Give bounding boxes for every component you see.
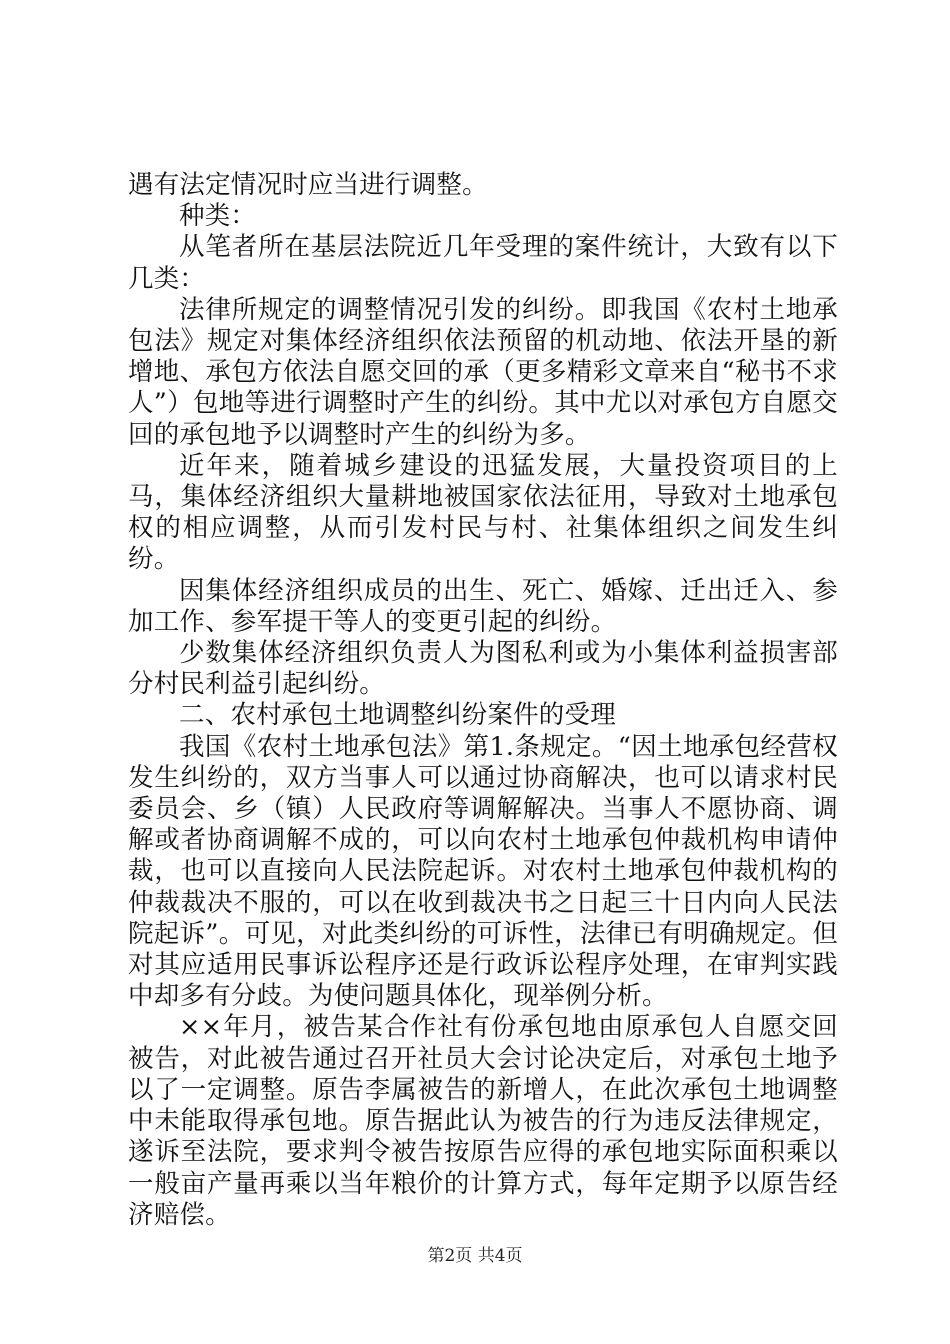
paragraph-9: 我国《农村土地承包法》第1.条规定。“因土地承包经营权发生纠纷的，双方当事人可以通过协商解决，也可以请求村民委员会、乡（镇）人民政府等调解解决。当事人不愿协商、调解或者协商调解不成的，可以向农村土地承包仲裁机构申请仲裁，也可以直接向人民法院起诉。对农村土地承包仲裁机构的仲裁裁决不服的，可以在收到裁决书之日起三十日内向人民法院起诉”。可见，对此类纠纷的可诉性，法律已有明确规定。但对其应适用民事诉讼程序还是行政诉讼程序处理，在审判实践中却多有分歧。为使问题具体化，现举例分析。 (128, 731, 838, 1012)
page-footer (0, 1246, 950, 1266)
paragraph-1: 遇有法定情况时应当进行调整。 (128, 170, 488, 200)
paragraph-4: 法律所规定的调整情况引发的纠纷。即我国《农村土地承包法》规定对集体经济组织依法预留的机动地、依法开垦的新增地、承包方依法自愿交回的承（更多精彩文章来自“秘书不求人”）包地等进行调整时产生的纠纷。其中尤以对承包方自愿交回的承包地予以调整时产生的纠纷为多。 (128, 294, 838, 450)
document-body (128, 170, 838, 1231)
paragraph-5: 近年来，随着城乡建设的迅猛发展，大量投资项目的上马，集体经济组织大量耕地被国家依法征用，导致对土地承包权的相应调整，从而引发村民与村、社集体组织之间发生纠纷。 (128, 450, 838, 575)
paragraph-7: 少数集体经济组织负责人为图私利或为小集体利益损害部分村民利益引起纠纷。 (128, 638, 838, 700)
page-number-label: 第2页 共4页 (427, 1246, 523, 1266)
paragraph-6: 因集体经济组织成员的出生、死亡、婚嫁、迁出迁入、参加工作、参军提干等人的变更引起的纠纷。 (128, 575, 838, 637)
paragraph-10: ××年月，被告某合作社有份承包地由原承包人自愿交回被告，对此被告通过召开社员大会讨论决定后，对承包土地予以了一定调整。原告李属被告的新增人，在此次承包土地调整中未能取得承包地。原告据此认为被告的行为违反法律规定，遂诉至法院，要求判令被告按原告应得的承包地实际面积乘以一般亩产量再乘以当年粮价的计算方式，每年定期予以原告经济赔偿。 (128, 1012, 838, 1230)
paragraph-2: 种类： (179, 201, 257, 232)
paragraph-3: 从笔者所在基层法院近几年受理的案件统计，大致有以下几类： (128, 232, 838, 294)
section-heading: 二、农村承包土地调整纠纷案件的受理 (179, 700, 616, 731)
